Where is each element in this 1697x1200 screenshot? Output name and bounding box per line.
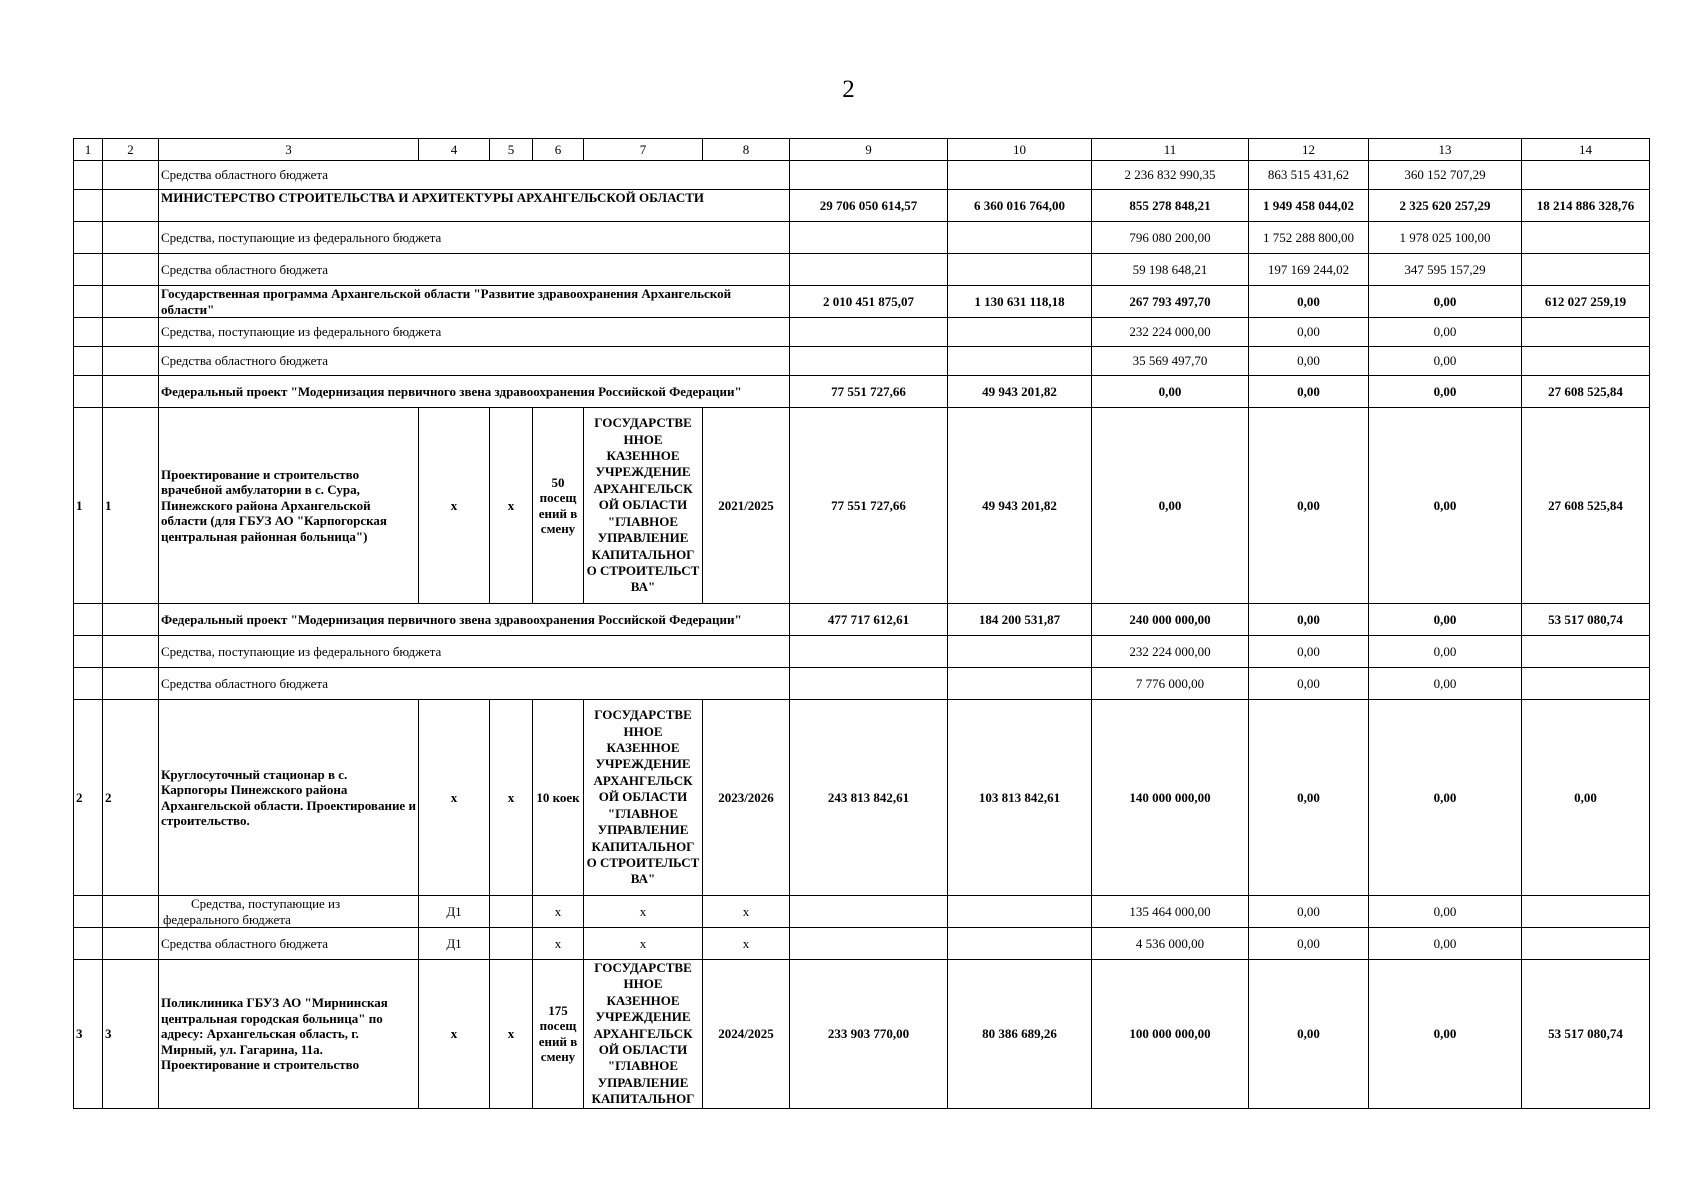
value-cell: х — [584, 928, 703, 960]
value-cell: 0,00 — [1369, 347, 1522, 376]
value-cell: 477 717 612,61 — [790, 604, 948, 636]
column-number-cell: 10 — [948, 139, 1092, 161]
column-number-cell: 2 — [103, 139, 159, 161]
value-cell: х — [419, 960, 490, 1109]
value-cell: 0,00 — [1092, 408, 1249, 604]
value-cell: 0,00 — [1249, 960, 1369, 1109]
row-number: 1 — [103, 408, 159, 604]
object-name: Поликлиника ГБУЗ АО "Мирнинская центральная городская больница" по адресу: Архангельская область, г. Мирный, ул. Гагарина, 11а. Проектирование и строительство — [159, 960, 419, 1109]
value-cell: 1 949 458 044,02 — [1249, 190, 1369, 222]
value-cell: 243 813 842,61 — [790, 700, 948, 896]
row-label: Средства, поступающие из федерального бюджета — [159, 222, 790, 254]
value-cell: 2 236 832 990,35 — [1092, 161, 1249, 190]
budget-table — [73, 138, 1650, 1109]
value-cell: 1 752 288 800,00 — [1249, 222, 1369, 254]
value-cell: 233 903 770,00 — [790, 960, 948, 1109]
value-cell: 0,00 — [1249, 636, 1369, 668]
value-cell: 0,00 — [1369, 928, 1522, 960]
value-cell: х — [490, 700, 533, 896]
table-row — [74, 896, 1650, 928]
value-cell: 80 386 689,26 — [948, 960, 1092, 1109]
value-cell: х — [490, 408, 533, 604]
column-number-row — [74, 139, 1650, 161]
object-name: Проектирование и строительство врачебной амбулатории в с. Сура, Пинежского района Архангельской области (для ГБУЗ АО "Карпогорская центральная районная больница") — [159, 408, 419, 604]
column-number-cell: 3 — [159, 139, 419, 161]
object-row — [74, 408, 1650, 604]
row-label: Средства областного бюджета — [159, 668, 790, 700]
value-cell: 49 943 201,82 — [948, 376, 1092, 408]
period-cell: 2021/2025 — [703, 408, 790, 604]
row-label: Средства, поступающие из федерального бюджета — [159, 636, 790, 668]
table-row — [74, 318, 1650, 347]
row-label: Средства, поступающие из федерального бюджета — [159, 318, 790, 347]
value-cell: 0,00 — [1369, 700, 1522, 896]
value-cell: х — [703, 896, 790, 928]
value-cell: 18 214 886 328,76 — [1522, 190, 1650, 222]
column-number-cell: 14 — [1522, 139, 1650, 161]
column-number-cell: 1 — [74, 139, 103, 161]
object-name: Круглосуточный стационар в с. Карпогоры Пинежского района Архангельской области. Проектирование и строительство. — [159, 700, 419, 896]
agency-cell: ГОСУДАРСТВЕ ННОЕ КАЗЕННОЕ УЧРЕЖДЕНИЕ АРХАНГЕЛЬСК ОЙ ОБЛАСТИ "ГЛАВНОЕ УПРАВЛЕНИЕ КАПИТАЛЬНОГ — [584, 960, 703, 1109]
value-cell: х — [533, 896, 584, 928]
value-cell: 77 551 727,66 — [790, 376, 948, 408]
value-cell: 0,00 — [1249, 286, 1369, 318]
table-row — [74, 376, 1650, 408]
value-cell: 27 608 525,84 — [1522, 376, 1650, 408]
value-cell: 0,00 — [1249, 408, 1369, 604]
value-cell: х — [533, 928, 584, 960]
value-cell: 2 325 620 257,29 — [1369, 190, 1522, 222]
value-cell: х — [703, 928, 790, 960]
column-number-cell: 8 — [703, 139, 790, 161]
value-cell: 0,00 — [1522, 700, 1650, 896]
value-cell: 863 515 431,62 — [1249, 161, 1369, 190]
table-row — [74, 928, 1650, 960]
value-cell: 0,00 — [1249, 347, 1369, 376]
row-number: 1 — [74, 408, 103, 604]
value-cell: 2 010 451 875,07 — [790, 286, 948, 318]
value-cell: 35 569 497,70 — [1092, 347, 1249, 376]
value-cell: 53 517 080,74 — [1522, 960, 1650, 1109]
column-number-cell: 13 — [1369, 139, 1522, 161]
row-number: 3 — [103, 960, 159, 1109]
column-number-cell: 5 — [490, 139, 533, 161]
value-cell: 612 027 259,19 — [1522, 286, 1650, 318]
value-cell: 1 130 631 118,18 — [948, 286, 1092, 318]
row-number: 2 — [74, 700, 103, 896]
value-cell: 29 706 050 614,57 — [790, 190, 948, 222]
row-label: Средства областного бюджета — [159, 928, 419, 960]
value-cell: 360 152 707,29 — [1369, 161, 1522, 190]
value-cell: 135 464 000,00 — [1092, 896, 1249, 928]
column-number-cell: 4 — [419, 139, 490, 161]
column-number-cell: 7 — [584, 139, 703, 161]
value-cell: х — [419, 700, 490, 896]
value-cell: 0,00 — [1369, 286, 1522, 318]
value-cell: 267 793 497,70 — [1092, 286, 1249, 318]
value-cell: 1 978 025 100,00 — [1369, 222, 1522, 254]
row-label: Федеральный проект "Модернизация первичного звена здравоохранения Российской Федерации" — [159, 604, 790, 636]
table-row — [74, 286, 1650, 318]
value-cell: 100 000 000,00 — [1092, 960, 1249, 1109]
capacity-cell: 50 посещ ений в смену — [533, 408, 584, 604]
value-cell: 103 813 842,61 — [948, 700, 1092, 896]
value-cell: х — [419, 408, 490, 604]
capacity-cell: 10 коек — [533, 700, 584, 896]
table-row — [74, 636, 1650, 668]
value-cell: х — [490, 960, 533, 1109]
row-label: Средства областного бюджета — [159, 347, 790, 376]
value-cell: 0,00 — [1369, 604, 1522, 636]
value-cell: х — [584, 896, 703, 928]
column-number-cell: 11 — [1092, 139, 1249, 161]
value-cell: 27 608 525,84 — [1522, 408, 1650, 604]
row-label — [159, 896, 419, 928]
value-cell: 0,00 — [1249, 318, 1369, 347]
value-cell: 0,00 — [1249, 896, 1369, 928]
table-row — [74, 254, 1650, 286]
value-cell: 6 360 016 764,00 — [948, 190, 1092, 222]
value-cell: 0,00 — [1249, 604, 1369, 636]
value-cell: 59 198 648,21 — [1092, 254, 1249, 286]
row-label: МИНИСТЕРСТВО СТРОИТЕЛЬСТВА И АРХИТЕКТУРЫ АРХАНГЕЛЬСКОЙ ОБЛАСТИ — [159, 190, 790, 222]
value-cell: 855 278 848,21 — [1092, 190, 1249, 222]
value-cell: 0,00 — [1369, 376, 1522, 408]
period-cell: 2024/2025 — [703, 960, 790, 1109]
value-cell: 0,00 — [1369, 636, 1522, 668]
column-number-cell: 6 — [533, 139, 584, 161]
value-cell: Д1 — [419, 896, 490, 928]
value-cell: 0,00 — [1369, 896, 1522, 928]
object-row — [74, 960, 1650, 1109]
row-label-text: Средства, поступающие из федерального бюджета — [163, 896, 341, 927]
value-cell: 0,00 — [1369, 408, 1522, 604]
table-row — [74, 347, 1650, 376]
value-cell: 77 551 727,66 — [790, 408, 948, 604]
row-number: 3 — [74, 960, 103, 1109]
value-cell: 240 000 000,00 — [1092, 604, 1249, 636]
row-label: Федеральный проект "Модернизация первичного звена здравоохранения Российской Федерации" — [159, 376, 790, 408]
value-cell: 197 169 244,02 — [1249, 254, 1369, 286]
row-label: Средства областного бюджета — [159, 254, 790, 286]
table-row — [74, 222, 1650, 254]
row-label: Средства областного бюджета — [159, 161, 790, 190]
value-cell: 53 517 080,74 — [1522, 604, 1650, 636]
value-cell: 0,00 — [1092, 376, 1249, 408]
value-cell: 0,00 — [1369, 668, 1522, 700]
object-row — [74, 700, 1650, 896]
value-cell: 347 595 157,29 — [1369, 254, 1522, 286]
value-cell: 0,00 — [1369, 960, 1522, 1109]
value-cell: 140 000 000,00 — [1092, 700, 1249, 896]
value-cell: 4 536 000,00 — [1092, 928, 1249, 960]
value-cell: 796 080 200,00 — [1092, 222, 1249, 254]
table-row — [74, 668, 1650, 700]
agency-cell: ГОСУДАРСТВЕ ННОЕ КАЗЕННОЕ УЧРЕЖДЕНИЕ АРХАНГЕЛЬСК ОЙ ОБЛАСТИ "ГЛАВНОЕ УПРАВЛЕНИЕ КАПИТАЛЬНОГ О СТРОИТЕЛЬСТ ВА" — [584, 700, 703, 896]
value-cell: 0,00 — [1249, 928, 1369, 960]
value-cell: 184 200 531,87 — [948, 604, 1092, 636]
column-number-cell: 12 — [1249, 139, 1369, 161]
column-number-cell: 9 — [790, 139, 948, 161]
period-cell: 2023/2026 — [703, 700, 790, 896]
table-row — [74, 604, 1650, 636]
row-number: 2 — [103, 700, 159, 896]
value-cell: 0,00 — [1249, 700, 1369, 896]
value-cell: 0,00 — [1249, 376, 1369, 408]
capacity-cell: 175 посещ ений в смену — [533, 960, 584, 1109]
value-cell: Д1 — [419, 928, 490, 960]
row-label: Государственная программа Архангельской области "Развитие здравоохранения Архангельской области" — [159, 286, 790, 318]
value-cell: 7 776 000,00 — [1092, 668, 1249, 700]
value-cell: 0,00 — [1249, 668, 1369, 700]
agency-cell: ГОСУДАРСТВЕ ННОЕ КАЗЕННОЕ УЧРЕЖДЕНИЕ АРХАНГЕЛЬСК ОЙ ОБЛАСТИ "ГЛАВНОЕ УПРАВЛЕНИЕ КАПИТАЛЬНОГ О СТРОИТЕЛЬСТ ВА" — [584, 408, 703, 604]
value-cell: 0,00 — [1369, 318, 1522, 347]
value-cell: 49 943 201,82 — [948, 408, 1092, 604]
value-cell: 232 224 000,00 — [1092, 636, 1249, 668]
value-cell: 232 224 000,00 — [1092, 318, 1249, 347]
table-row — [74, 161, 1650, 190]
page-number: 2 — [842, 76, 855, 103]
table-row — [74, 190, 1650, 222]
